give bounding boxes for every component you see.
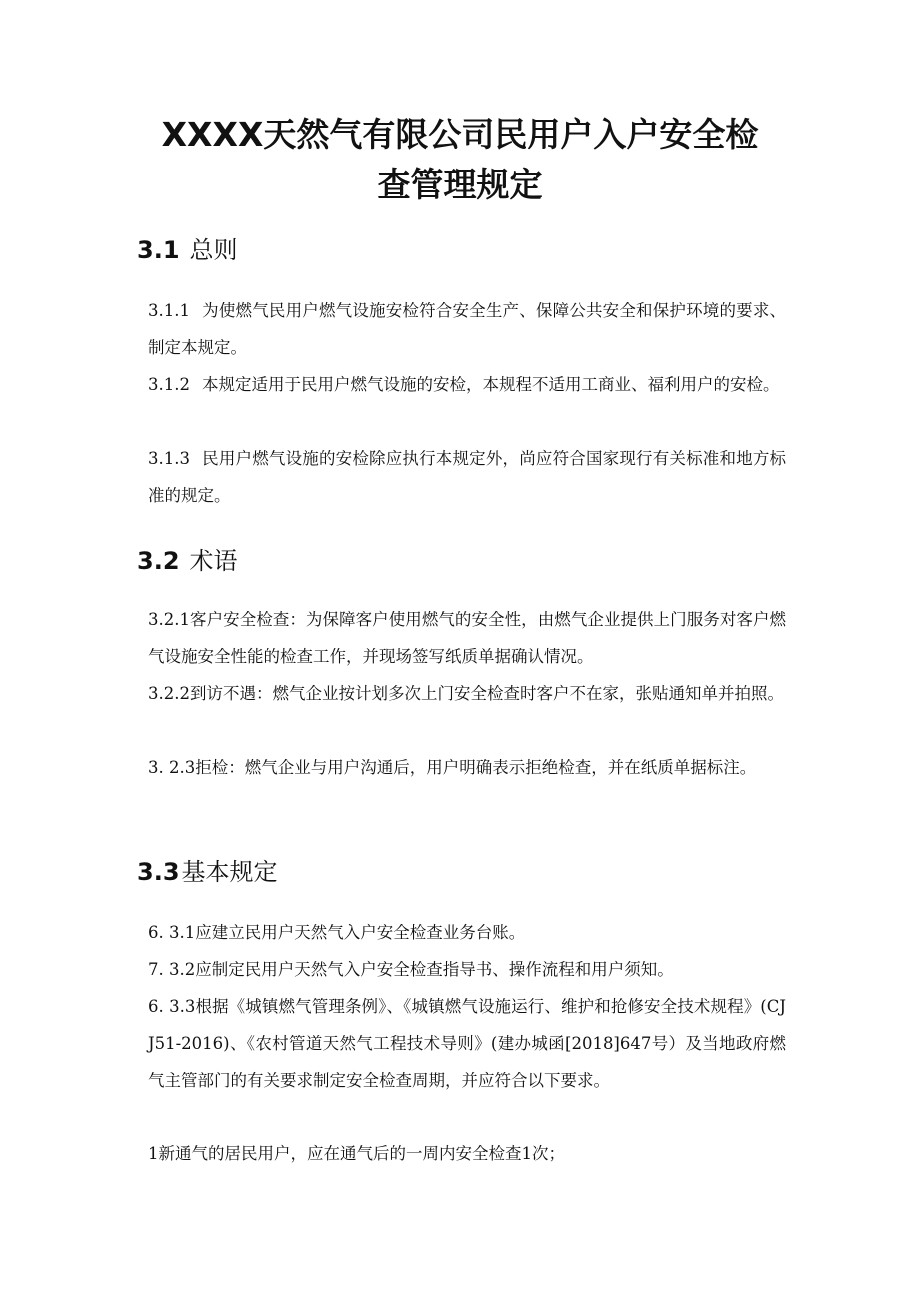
section-title: 术语 xyxy=(189,547,238,575)
title-line-2: 查管理规定 xyxy=(377,165,543,204)
section-number: 3.1 xyxy=(137,236,180,264)
clause-text: 民用户燃气设施的安检除应执行本规定外，尚应符合国家现行有关标准和地方标准的规定。 xyxy=(148,449,786,505)
clause-number: 3.2.1 xyxy=(148,610,190,629)
clause-number: 7. 3.2 xyxy=(148,960,196,979)
clause-3-1-3 xyxy=(148,440,786,514)
section-heading-3-1 xyxy=(137,235,238,265)
clause-text: 为使燃气民用户燃气设施安检符合安全生产、保障公共安全和保护环境的要求、制定本规定。 xyxy=(148,301,786,357)
item-text: 新通气的居民用户，应在通气后的一周内安全检查1次； xyxy=(158,1144,565,1163)
clause-number: 3. 2.3 xyxy=(148,758,196,777)
clause-number: 6. 3.1 xyxy=(148,923,196,942)
clause-3-3-1 xyxy=(148,914,786,951)
document-title xyxy=(0,110,920,210)
clause-3-1-2 xyxy=(148,366,786,403)
section-heading-3-3 xyxy=(137,857,278,887)
clause-3-2-1 xyxy=(148,601,786,675)
clause-text: 根据《城镇燃气管理条例》、《城镇燃气设施运行、维护和抢修安全技术规程》(CJJ51-2016)、《农村管道天然气工程技术导则》(建办城函[2018]647号）及当地政府燃气主管部门的有关要求制定安全检查周期，并应符合以下要求。 xyxy=(148,997,786,1090)
section-title: 总则 xyxy=(189,236,238,264)
clause-3-3-3 xyxy=(148,988,786,1099)
clause-3-1-1 xyxy=(148,292,786,366)
section-number: 3.2 xyxy=(137,547,180,575)
clause-number: 3.1.1 xyxy=(148,301,190,320)
section-number: 3.3 xyxy=(137,858,180,886)
clause-number: 3.1.2 xyxy=(148,375,190,394)
clause-text: 本规定适用于民用户燃气设施的安检，本规程不适用工商业、福利用户的安检。 xyxy=(201,375,780,394)
clause-text: 应制定民用户天然气入户安全检查指导书、操作流程和用户须知。 xyxy=(195,960,674,979)
clause-3-3-2 xyxy=(148,951,786,988)
clause-text: 到访不遇：燃气企业按计划多次上门安全检查时客户不在家，张贴通知单并拍照。 xyxy=(189,684,784,703)
clause-3-2-2 xyxy=(148,675,786,712)
item-number: 1 xyxy=(148,1144,159,1163)
clause-number: 6. 3.3 xyxy=(148,997,196,1016)
clause-text: 应建立民用户天然气入户安全检查业务台账。 xyxy=(195,923,526,942)
section-heading-3-2 xyxy=(137,546,238,576)
title-line-1: XXXX天然气有限公司民用户入户安全检 xyxy=(161,115,759,154)
clause-text: 拒检：燃气企业与用户沟通后，用户明确表示拒绝检查，并在纸质单据标注。 xyxy=(195,758,757,777)
clause-text: 客户安全检查：为保障客户使用燃气的安全性，由燃气企业提供上门服务对客户燃气设施安全性能的检查工作，并现场签写纸质单据确认情况。 xyxy=(148,610,786,666)
requirement-item-1 xyxy=(148,1135,786,1172)
section-title: 基本规定 xyxy=(181,858,278,886)
clause-3-2-3 xyxy=(148,749,786,786)
clause-number: 3.1.3 xyxy=(148,449,190,468)
clause-number: 3.2.2 xyxy=(148,684,190,703)
